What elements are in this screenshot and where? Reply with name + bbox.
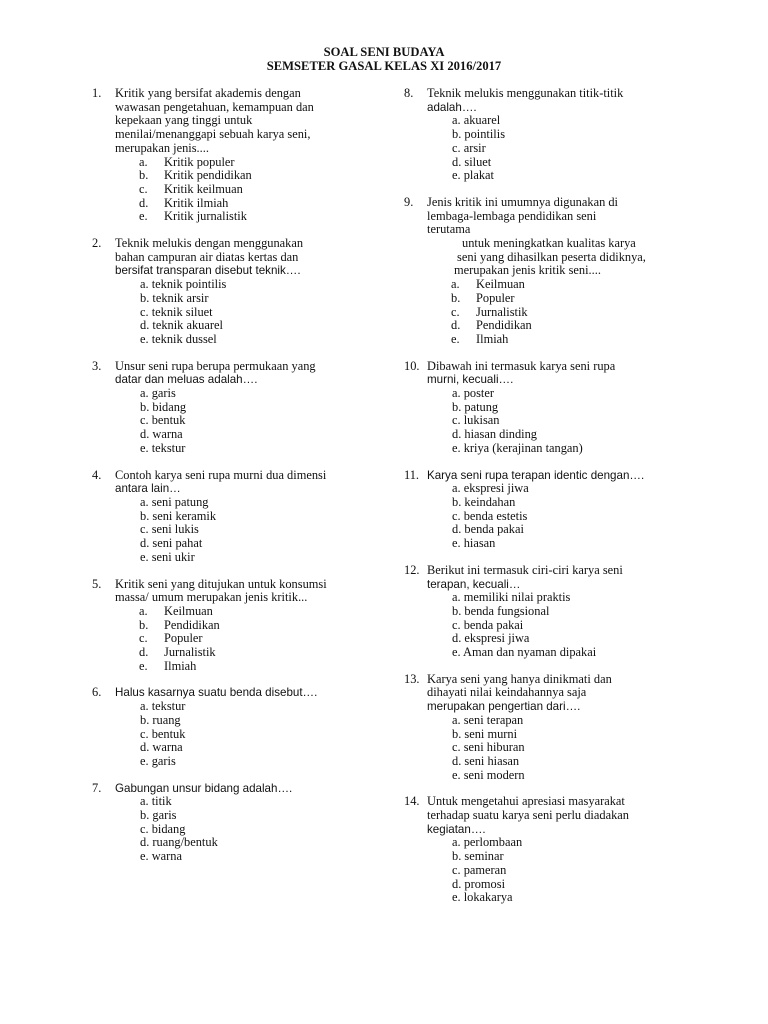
option: c. benda pakai bbox=[452, 617, 524, 632]
question-line: massa/ umum merupakan jenis kritik... bbox=[115, 590, 308, 605]
option bbox=[404, 333, 694, 347]
option bbox=[92, 605, 382, 619]
option: b. ruang bbox=[140, 712, 181, 727]
question-line: Contoh karya seni rupa murni dua dimensi bbox=[115, 467, 327, 482]
question-text bbox=[115, 360, 382, 387]
question-11 bbox=[404, 469, 694, 551]
option: a. perlombaan bbox=[452, 835, 523, 850]
option: d. promosi bbox=[452, 876, 506, 891]
option: e. tekstur bbox=[140, 440, 186, 455]
question-line: kepekaan yang tinggi untuk bbox=[115, 113, 253, 128]
option: a. titik bbox=[140, 794, 172, 809]
question-10 bbox=[404, 360, 694, 456]
question-number: 3. bbox=[92, 358, 102, 373]
option-letter: c. bbox=[451, 304, 460, 319]
question-number: 13. bbox=[404, 671, 420, 686]
option-letter: b. bbox=[139, 617, 149, 632]
option-letter: b. bbox=[451, 290, 461, 305]
question-line: wawasan pengetahuan, kemampuan dan bbox=[115, 99, 314, 114]
option-letter: d. bbox=[139, 195, 149, 210]
option-text: Keilmuan bbox=[476, 277, 525, 292]
option: c. seni lukis bbox=[140, 522, 199, 537]
question-line: Karya seni yang hanya dinikmati dan bbox=[427, 671, 612, 686]
question-6 bbox=[92, 686, 382, 768]
option: d. ekspresi jiwa bbox=[452, 631, 530, 646]
question-line: menilai/menanggapi sebuah karya seni, bbox=[115, 127, 311, 142]
question-line: bersifat transparan disebut teknik…. bbox=[115, 264, 301, 278]
option bbox=[404, 278, 694, 292]
question-line: Karya seni rupa terapan identic dengan…. bbox=[427, 468, 645, 482]
question-line: merupakan pengertian dari…. bbox=[427, 700, 581, 714]
option-letter: a. bbox=[451, 277, 460, 292]
option: a. ekspresi jiwa bbox=[452, 481, 529, 496]
option bbox=[92, 660, 382, 674]
question-line: Untuk mengetahui apresiasi masyarakat bbox=[427, 794, 625, 809]
question-text bbox=[427, 673, 694, 714]
option bbox=[404, 319, 694, 333]
option: d. seni pahat bbox=[140, 536, 203, 551]
question-2 bbox=[92, 237, 382, 347]
option: b. bidang bbox=[140, 399, 187, 414]
option-letter: d. bbox=[139, 645, 149, 660]
option-text: Kritik populer bbox=[164, 154, 235, 169]
question-number: 9. bbox=[404, 194, 414, 209]
option-text: Ilmiah bbox=[164, 658, 197, 673]
option-letter: e. bbox=[451, 331, 460, 346]
question-8 bbox=[404, 87, 694, 183]
question-number: 4. bbox=[92, 467, 102, 482]
option bbox=[92, 619, 382, 633]
question-line: Gabungan unsur bidang adalah…. bbox=[115, 781, 293, 795]
options-list bbox=[404, 714, 694, 783]
options-list bbox=[92, 795, 382, 864]
option-text: Keilmuan bbox=[164, 603, 213, 618]
option: d. ruang/bentuk bbox=[140, 835, 218, 850]
question-line: bahan campuran air diatas kertas dan bbox=[115, 249, 299, 264]
option: e. hiasan bbox=[452, 536, 496, 551]
option: e. plakat bbox=[452, 168, 494, 183]
options-list bbox=[92, 605, 382, 674]
option: c. bidang bbox=[140, 821, 186, 836]
option: d. hiasan dinding bbox=[452, 427, 538, 442]
question-text bbox=[115, 686, 382, 700]
question-line: Kritik yang bersifat akademis dengan bbox=[115, 86, 301, 100]
question-text bbox=[427, 87, 694, 114]
question-text bbox=[115, 578, 382, 605]
question-number: 11. bbox=[404, 467, 420, 482]
option bbox=[92, 169, 382, 183]
option: d. seni hiasan bbox=[452, 753, 520, 768]
option-text: Populer bbox=[164, 631, 203, 646]
question-5 bbox=[92, 578, 382, 674]
question-line: antara lain… bbox=[115, 482, 181, 496]
question-line: Dibawah ini termasuk karya seni rupa bbox=[427, 358, 616, 373]
option-text: Populer bbox=[476, 290, 515, 305]
question-9 bbox=[404, 196, 694, 347]
option: e. seni modern bbox=[452, 767, 525, 782]
option-letter: d. bbox=[451, 318, 461, 333]
option-text: Kritik ilmiah bbox=[164, 195, 229, 210]
question-text bbox=[115, 782, 382, 796]
option-letter: a. bbox=[139, 603, 148, 618]
question-line: Jenis kritik ini umumnya digunakan di bbox=[427, 194, 619, 209]
option bbox=[92, 197, 382, 211]
question-12 bbox=[404, 564, 694, 660]
option: e. seni ukir bbox=[140, 549, 195, 564]
question-1 bbox=[92, 87, 382, 224]
question-line: murni, kecuali…. bbox=[427, 373, 514, 387]
options-list bbox=[92, 700, 382, 769]
option: a. seni terapan bbox=[452, 712, 524, 727]
option: a. poster bbox=[452, 386, 494, 401]
options-list bbox=[404, 114, 694, 183]
option-text: Kritik keilmuan bbox=[164, 181, 243, 196]
question-line: datar dan meluas adalah…. bbox=[115, 373, 258, 387]
question-14 bbox=[404, 795, 694, 905]
title-line-2: SEMSETER GASAL KELAS XI 2016/2017 bbox=[266, 59, 502, 73]
option-text: Pendidikan bbox=[476, 318, 532, 333]
question-line: adalah…. bbox=[427, 100, 477, 114]
question-number: 14. bbox=[404, 794, 420, 809]
question-text bbox=[427, 469, 694, 483]
option: c. lukisan bbox=[452, 413, 500, 428]
option bbox=[92, 646, 382, 660]
question-line: Halus kasarnya suatu benda disebut…. bbox=[115, 686, 318, 700]
question-line: Kritik seni yang ditujukan untuk konsumsi bbox=[115, 576, 327, 591]
option-letter: c. bbox=[139, 631, 148, 646]
right-column bbox=[404, 87, 694, 918]
option: b. teknik arsir bbox=[140, 290, 209, 305]
option bbox=[92, 183, 382, 197]
option: c. bentuk bbox=[140, 726, 186, 741]
options-list bbox=[92, 496, 382, 565]
option: b. pointilis bbox=[452, 127, 506, 142]
question-line: terapan, kecuali… bbox=[427, 577, 521, 591]
question-number: 7. bbox=[92, 780, 102, 795]
option: b. seni keramik bbox=[140, 508, 217, 523]
options-list bbox=[92, 156, 382, 225]
option-letter: b. bbox=[139, 168, 149, 183]
question-line: Berikut ini termasuk ciri-ciri karya seni bbox=[427, 562, 623, 577]
options-list bbox=[92, 387, 382, 456]
option: c. seni hiburan bbox=[452, 740, 525, 755]
question-number: 2. bbox=[92, 236, 102, 251]
question-line: terutama bbox=[427, 222, 471, 237]
title-line-1: SOAL SENI BUDAYA bbox=[323, 45, 445, 59]
question-number: 8. bbox=[404, 86, 414, 100]
option: c. pameran bbox=[452, 862, 507, 877]
question-number: 12. bbox=[404, 562, 420, 577]
question-line: Teknik melukis menggunakan titik-titik bbox=[427, 86, 624, 100]
option-text: Jurnalistik bbox=[476, 304, 528, 319]
option-text: Ilmiah bbox=[476, 331, 509, 346]
option: d. warna bbox=[140, 740, 183, 755]
option: e. warna bbox=[140, 849, 182, 864]
option-letter: e. bbox=[139, 209, 148, 224]
question-number: 1. bbox=[92, 86, 102, 100]
question-4 bbox=[92, 469, 382, 565]
options-list bbox=[404, 591, 694, 660]
option: b. keindahan bbox=[452, 494, 516, 509]
left-column bbox=[92, 87, 382, 877]
question-text bbox=[115, 469, 382, 496]
option: c. arsir bbox=[452, 140, 486, 155]
question-number: 10. bbox=[404, 358, 420, 373]
option: d. benda pakai bbox=[452, 522, 524, 537]
question-line: untuk meningkatkan kualitas karya bbox=[462, 236, 636, 251]
option-text: Pendidikan bbox=[164, 617, 220, 632]
question-line: Teknik melukis dengan menggunakan bbox=[115, 236, 304, 251]
question-line: merupakan jenis kritik seni.... bbox=[454, 263, 601, 278]
question-text bbox=[427, 196, 694, 237]
question-3 bbox=[92, 360, 382, 456]
question-text bbox=[115, 87, 382, 156]
option-text: Kritik pendidikan bbox=[164, 168, 252, 183]
question-continuation bbox=[404, 237, 694, 278]
question-text bbox=[427, 564, 694, 591]
option: c. teknik siluet bbox=[140, 304, 213, 319]
options-list bbox=[404, 836, 694, 905]
options-list bbox=[92, 278, 382, 347]
options-list bbox=[404, 387, 694, 456]
option: b. seminar bbox=[452, 849, 504, 864]
option: c. benda estetis bbox=[452, 508, 528, 523]
options-list bbox=[404, 482, 694, 551]
option: a. garis bbox=[140, 386, 176, 401]
question-text bbox=[427, 360, 694, 387]
option-letter: a. bbox=[139, 154, 148, 169]
option: b. benda fungsional bbox=[452, 603, 550, 618]
question-line: merupakan jenis.... bbox=[115, 140, 209, 155]
question-text bbox=[115, 237, 382, 278]
option-text: Kritik jurnalistik bbox=[164, 209, 247, 224]
option: b. seni murni bbox=[452, 726, 518, 741]
option: d. siluet bbox=[452, 154, 492, 169]
option: d. teknik akuarel bbox=[140, 318, 223, 333]
question-number: 6. bbox=[92, 685, 102, 700]
option: a. memiliki nilai praktis bbox=[452, 590, 571, 605]
question-number: 5. bbox=[92, 576, 102, 591]
question-13 bbox=[404, 673, 694, 783]
options-list bbox=[404, 278, 694, 347]
option: e. Aman dan nyaman dipakai bbox=[452, 645, 597, 660]
option: d. warna bbox=[140, 427, 183, 442]
question-line: kegiatan…. bbox=[427, 822, 486, 836]
option: a. akuarel bbox=[452, 113, 501, 128]
option bbox=[404, 306, 694, 320]
option bbox=[92, 156, 382, 170]
document-title bbox=[0, 45, 768, 73]
question-line: lembaga-lembaga pendidikan seni bbox=[427, 208, 597, 223]
option: c. bentuk bbox=[140, 413, 186, 428]
question-line: dihayati nilai keindahannya saja bbox=[427, 685, 587, 700]
option bbox=[92, 210, 382, 224]
option: e. lokakarya bbox=[452, 890, 513, 905]
option-letter: e. bbox=[139, 658, 148, 673]
option-text: Jurnalistik bbox=[164, 645, 216, 660]
option: a. seni patung bbox=[140, 494, 209, 509]
option bbox=[404, 292, 694, 306]
option: a. teknik pointilis bbox=[140, 277, 227, 292]
option: b. garis bbox=[140, 808, 177, 823]
question-7 bbox=[92, 782, 382, 864]
option: e. teknik dussel bbox=[140, 331, 217, 346]
option-letter: c. bbox=[139, 181, 148, 196]
question-text bbox=[427, 795, 694, 836]
option: a. tekstur bbox=[140, 699, 186, 714]
question-line: terhadap suatu karya seni perlu diadakan bbox=[427, 808, 629, 823]
question-line: seni yang dihasilkan peserta didiknya, bbox=[457, 249, 646, 264]
option: e. kriya (kerajinan tangan) bbox=[452, 440, 583, 455]
option bbox=[92, 632, 382, 646]
option: e. garis bbox=[140, 753, 176, 768]
question-line: Unsur seni rupa berupa permukaan yang bbox=[115, 358, 316, 373]
option: b. patung bbox=[452, 399, 499, 414]
